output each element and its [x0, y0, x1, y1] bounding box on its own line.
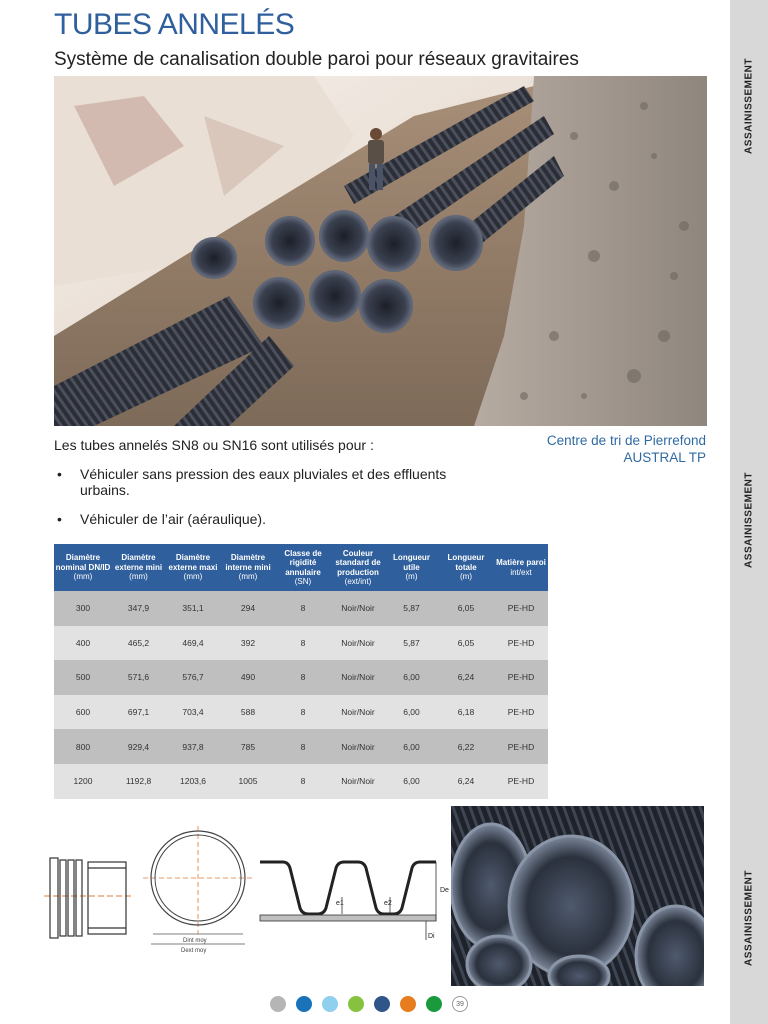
table-cell: 6,18 — [438, 695, 494, 730]
table-cell: 1005 — [221, 764, 275, 799]
table-cell: Noir/Noir — [331, 591, 385, 626]
e2-label: e2 — [384, 900, 392, 907]
column-header: Matière paroi int/ext — [494, 544, 548, 591]
table-cell: 6,00 — [385, 660, 438, 695]
side-tab-label: ASSAINISSEMENT — [743, 472, 755, 568]
table-cell: 8 — [275, 695, 331, 730]
table-cell: 6,24 — [438, 660, 494, 695]
table-header-row — [54, 544, 548, 591]
table-cell: 571,6 — [112, 660, 165, 695]
table-cell: 347,9 — [112, 591, 165, 626]
table-cell: 929,4 — [112, 729, 165, 764]
table-row — [54, 626, 548, 661]
table-cell: Noir/Noir — [331, 626, 385, 661]
column-header: Diamètre externe maxi (mm) — [165, 544, 221, 591]
table-cell: PE-HD — [494, 626, 548, 661]
column-header: Classe de rigidité annulaire (SN) — [275, 544, 331, 591]
table-cell: 8 — [275, 764, 331, 799]
table-cell: 576,7 — [165, 660, 221, 695]
usage-list — [54, 466, 474, 540]
table-row — [54, 660, 548, 695]
category-dot[interactable] — [348, 996, 364, 1012]
table-cell: 300 — [54, 591, 112, 626]
column-header: Diamètre interne mini (mm) — [221, 544, 275, 591]
table-cell: 600 — [54, 695, 112, 730]
de-label: De — [440, 887, 449, 894]
intro-text: Les tubes annelés SN8 ou SN16 sont utilisés pour : — [54, 437, 374, 453]
table-cell: 588 — [221, 695, 275, 730]
table-cell: 6,22 — [438, 729, 494, 764]
footer-color-dots — [270, 996, 468, 1012]
dext-label: Dext moy — [181, 948, 207, 954]
table-cell: PE-HD — [494, 660, 548, 695]
list-item — [54, 511, 474, 527]
page-subtitle: Système de canalisation double paroi pour réseaux gravitaires — [54, 49, 579, 70]
column-header: Longueur totale (m) — [438, 544, 494, 591]
table-row — [54, 695, 548, 730]
table-cell: 469,4 — [165, 626, 221, 661]
table-cell: 294 — [221, 591, 275, 626]
table-cell: 490 — [221, 660, 275, 695]
table-cell: 8 — [275, 660, 331, 695]
page-number: 39 — [452, 996, 468, 1012]
table-cell: 6,00 — [385, 764, 438, 799]
specifications-table — [54, 544, 548, 799]
table-cell: 8 — [275, 626, 331, 661]
table-cell: 6,24 — [438, 764, 494, 799]
table-cell: 5,87 — [385, 626, 438, 661]
photo-caption — [547, 432, 706, 466]
column-header: Diamètre nominal DN/ID (mm) — [54, 544, 112, 591]
bullet-marker: • — [57, 511, 62, 527]
table-cell: 8 — [275, 729, 331, 764]
table-cell: PE-HD — [494, 591, 548, 626]
list-item — [54, 466, 474, 498]
table-cell: Noir/Noir — [331, 729, 385, 764]
category-dot[interactable] — [322, 996, 338, 1012]
table-cell: 6,00 — [385, 695, 438, 730]
photo-caption-line2: AUSTRAL TP — [623, 450, 706, 465]
table-cell: 937,8 — [165, 729, 221, 764]
table-row — [54, 591, 548, 626]
e1-label: e1 — [336, 900, 344, 907]
table-cell: PE-HD — [494, 695, 548, 730]
pipe-section-drawing — [143, 826, 253, 959]
category-dot[interactable] — [296, 996, 312, 1012]
table-cell: 500 — [54, 660, 112, 695]
table-cell: 392 — [221, 626, 275, 661]
pipe-side-drawing — [44, 848, 134, 953]
table-cell: PE-HD — [494, 764, 548, 799]
table-cell: 1192,8 — [112, 764, 165, 799]
table-cell: Noir/Noir — [331, 695, 385, 730]
list-item-text: Véhiculer de l’air (aéraulique). — [80, 511, 266, 527]
table-cell: 6,05 — [438, 626, 494, 661]
category-dot[interactable] — [400, 996, 416, 1012]
wall-profile-drawing — [258, 852, 458, 952]
table-cell: 6,00 — [385, 729, 438, 764]
di-label: Di — [428, 933, 435, 940]
bullet-marker: • — [57, 466, 62, 482]
table-cell: 5,87 — [385, 591, 438, 626]
side-tab-label: ASSAINISSEMENT — [743, 870, 755, 966]
table-row — [54, 729, 548, 764]
table-cell: 351,1 — [165, 591, 221, 626]
table-cell: 400 — [54, 626, 112, 661]
category-dot[interactable] — [270, 996, 286, 1012]
list-item-text: Véhiculer sans pression des eaux pluviales et des effluents urbains. — [80, 466, 447, 498]
page-title: TUBES ANNELÉS — [54, 8, 295, 41]
category-dot[interactable] — [426, 996, 442, 1012]
table-cell: PE-HD — [494, 729, 548, 764]
table-cell: 8 — [275, 591, 331, 626]
table-cell: 785 — [221, 729, 275, 764]
table-cell: 800 — [54, 729, 112, 764]
table-row — [54, 764, 548, 799]
pipes-closeup-photo — [451, 806, 704, 986]
side-tab-label: ASSAINISSEMENT — [743, 58, 755, 154]
column-header: Diamètre externe mini (mm) — [112, 544, 165, 591]
table-cell: 697,1 — [112, 695, 165, 730]
table-cell: 703,4 — [165, 695, 221, 730]
table-cell: 1203,6 — [165, 764, 221, 799]
column-header: Couleur standard de production (ext/int) — [331, 544, 385, 591]
table-cell: Noir/Noir — [331, 660, 385, 695]
table-cell: Noir/Noir — [331, 764, 385, 799]
column-header: Longueur utile (m) — [385, 544, 438, 591]
category-dot[interactable] — [374, 996, 390, 1012]
table-cell: 6,05 — [438, 591, 494, 626]
dint-label: Dint moy — [183, 938, 207, 944]
table-cell: 1200 — [54, 764, 112, 799]
table-cell: 465,2 — [112, 626, 165, 661]
photo-caption-line1: Centre de tri de Pierrefond — [546, 433, 706, 448]
site-photo — [54, 76, 707, 426]
